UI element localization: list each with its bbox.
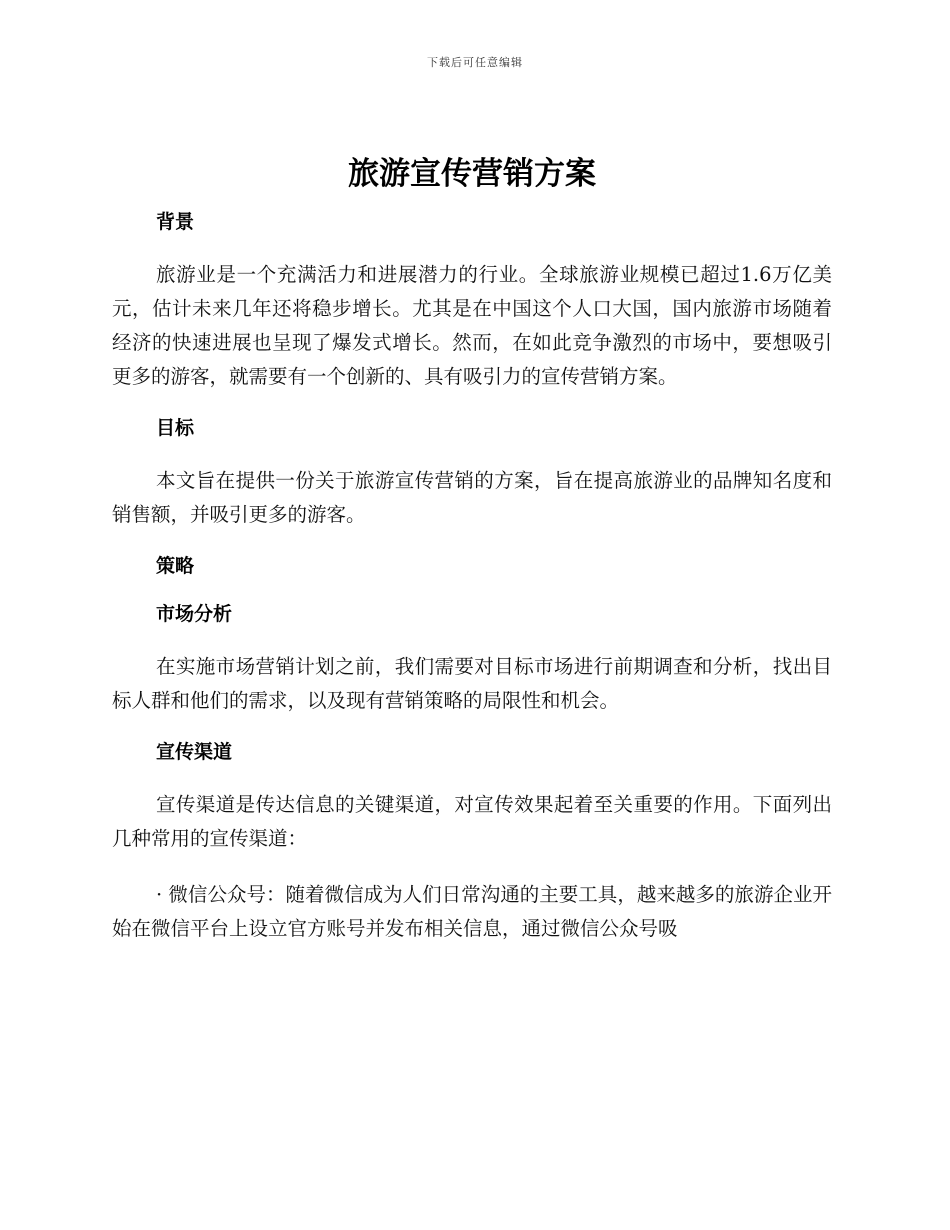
bullet-wechat-official-account: · 微信公众号：随着微信成为人们日常沟通的主要工具，越来越多的旅游企业开始在微信平台上设立官方账号并发布相关信息，通过微信公众号吸 bbox=[112, 883, 832, 940]
section-heading-goal: 目标 bbox=[156, 417, 195, 439]
section-heading-promotion-channels: 宣传渠道 bbox=[156, 741, 233, 763]
paragraph-market-analysis: 在实施市场营销计划之前，我们需要对目标市场进行前期调查和分析，找出目标人群和他们的需求，以及现有营销策略的局限性和机会。 bbox=[112, 655, 832, 712]
document-title: 旅游宣传营销方案 bbox=[348, 156, 596, 192]
page-header-note: 下载后可任意编辑 bbox=[427, 56, 523, 69]
paragraph-background: 旅游业是一个充满活力和进展潜力的行业。全球旅游业规模已超过1.6万亿美元，估计未来几年还将稳步增长。尤其是在中国这个人口大国，国内旅游市场随着经济的快速进展也呈现了爆发式增长。然而，在如此竞争激烈的市场中，要想吸引更多的游客，就需要有一个创新的、具有吸引力的宣传营销方案。 bbox=[112, 263, 832, 388]
section-heading-market-analysis: 市场分析 bbox=[156, 603, 233, 625]
section-heading-strategy: 策略 bbox=[156, 555, 195, 577]
paragraph-promotion-channels: 宣传渠道是传达信息的关键渠道，对宣传效果起着至关重要的作用。下面列出几种常用的宣传渠道： bbox=[112, 793, 832, 850]
section-heading-background: 背景 bbox=[156, 211, 195, 233]
document-body bbox=[112, 148, 832, 968]
paragraph-goal: 本文旨在提供一份关于旅游宣传营销的方案，旨在提高旅游业的品牌知名度和销售额，并吸引更多的游客。 bbox=[112, 469, 832, 526]
